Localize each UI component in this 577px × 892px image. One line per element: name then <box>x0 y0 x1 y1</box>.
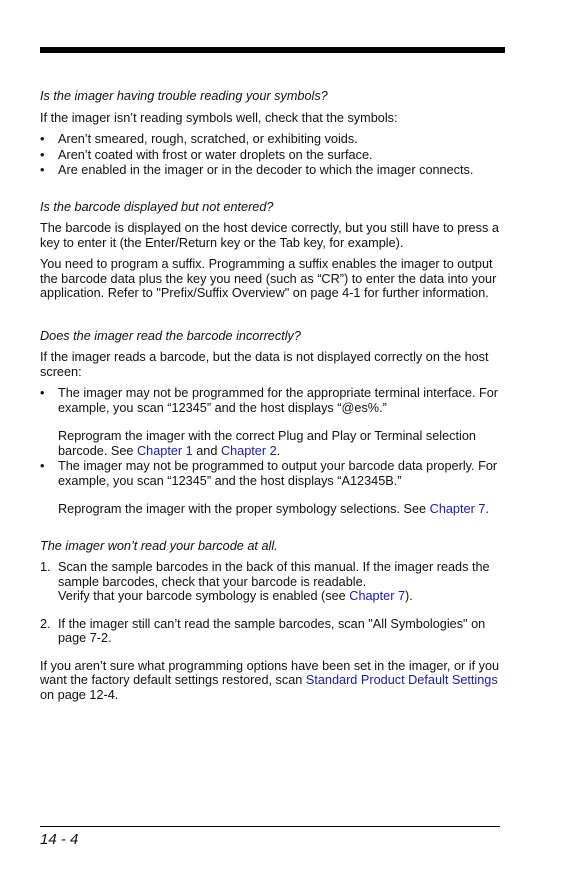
question-heading: The imager won’t read your barcode at all. <box>40 538 278 553</box>
default-settings-link[interactable]: Standard Product Default Settings <box>305 673 498 687</box>
chapter-7-link[interactable]: Chapter 7 <box>429 502 486 516</box>
bullet-icon: • <box>40 132 45 146</box>
bullet-icon: • <box>40 163 45 177</box>
bullet-list <box>40 386 500 517</box>
paragraph: If the imager reads a barcode, but the data is not displayed correctly on the host screen: <box>40 350 489 379</box>
paragraph: The barcode is displayed on the host device correctly, but you still have to press a key to enter it (the Enter/Return key or the Tab key, for example). <box>40 221 499 250</box>
question-heading: Is the imager having trouble reading your symbols? <box>40 89 328 103</box>
paragraph: If the imager isn’t reading symbols well, check that the symbols: <box>40 110 398 125</box>
question-heading: Is the barcode displayed but not entered? <box>40 199 274 214</box>
fix-text: Reprogram the imager with the correct Plug and Play or Terminal selection barcode. See Chapter 1 and Chapter 2. <box>58 429 476 458</box>
question-heading: Does the imager read the barcode incorrectly? <box>40 328 301 343</box>
paragraph: You need to program a suffix. Programming a suffix enables the imager to output the barcode data plus the key you need (such as “CR”) to enter the data into your application. Refer to "Prefix/Suffix Overview" on page 4-1 for further information. <box>40 257 497 300</box>
section-not-entered <box>40 200 500 301</box>
chapter-1-link[interactable]: Chapter 1 <box>137 443 193 458</box>
section-wont-read <box>40 539 500 703</box>
list-item: • The imager may not be programmed for the appropriate terminal interface. For example, you scan “12345” and the host displays “@es%.” Reprogram the imager with the correct Plug and Play or Terminal selection barcode. See Chapter 1 and Chapter 2. <box>40 386 499 458</box>
chapter-7-link[interactable]: Chapter 7 <box>349 589 405 603</box>
footer-rule <box>40 826 500 827</box>
numbered-step-2: 2. If the imager still can’t read the sample barcodes, scan "All Symbologies" on page 7-2. <box>40 616 486 645</box>
list-item: • Are enabled in the imager or in the decoder to which the imager connects. <box>40 163 474 177</box>
list-item: • Aren’t smeared, rough, scratched, or exhibiting voids. <box>40 132 358 146</box>
page-number: 14 - 4 <box>40 831 79 848</box>
bullet-list <box>40 132 500 178</box>
bullet-icon: • <box>40 459 45 473</box>
list-item: • The imager may not be programmed to output your barcode data properly. For example, you scan “12345” and the host displays “A12345B.” Reprogram the imager with the proper symbology selections. See Chapter 7. <box>40 459 500 517</box>
section-read-incorrectly <box>40 329 500 517</box>
chapter-2-link[interactable]: Chapter 2 <box>220 443 277 458</box>
numbered-step-1: 1. Scan the sample barcodes in the back of this manual. If the imager reads the sample barcodes, check that your barcode is readable. Verify that your barcode symbology is enabled (see Chapter 7). <box>40 560 490 603</box>
section-trouble-reading <box>40 89 500 178</box>
page-content <box>40 89 500 709</box>
bullet-icon: • <box>40 386 45 400</box>
bullet-icon: • <box>40 147 45 162</box>
header-rule <box>40 47 505 53</box>
list-item: • Aren’t coated with frost or water droplets on the surface. <box>40 147 373 162</box>
paragraph: If you aren’t sure what programming options have been set in the imager, or if you want the factory default settings restored, scan Standard Product Default Settings on page 12-4. <box>40 658 500 702</box>
fix-text: Reprogram the imager with the proper symbology selections. See Chapter 7. <box>58 502 489 516</box>
